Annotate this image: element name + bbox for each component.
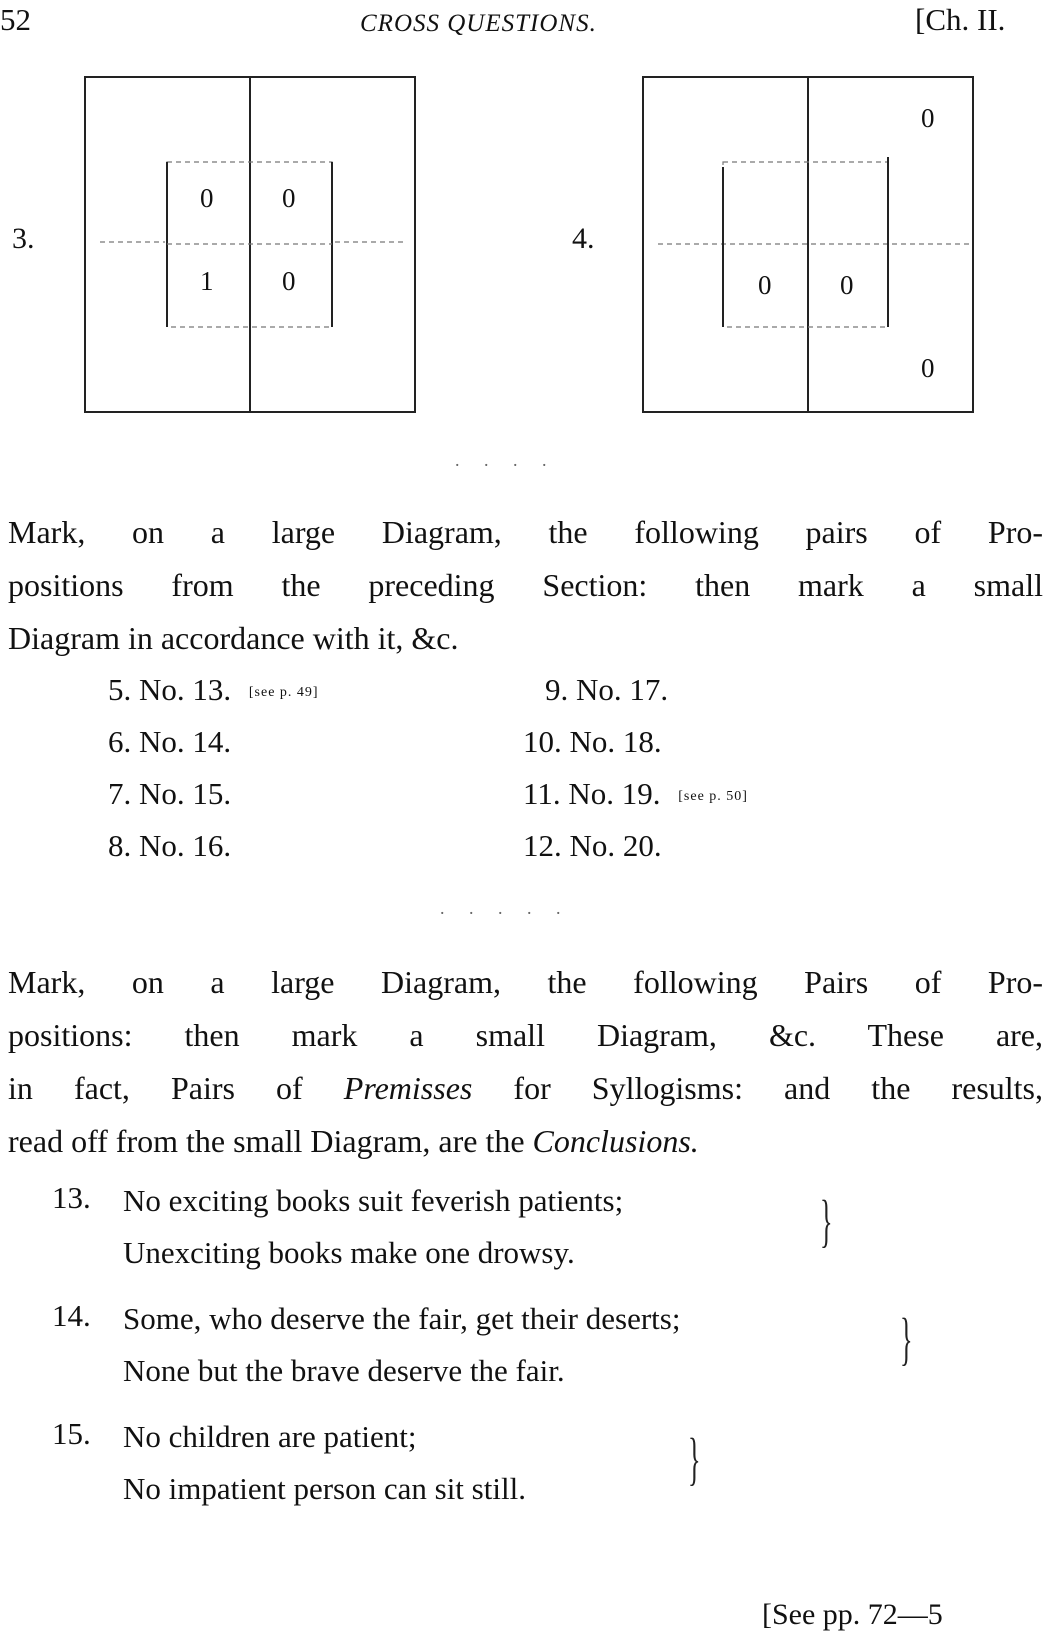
list-item [545, 664, 668, 716]
item-text: No. 19. [568, 776, 661, 811]
para-2-line-3 [8, 1062, 1043, 1115]
exercise-number: 15. [52, 1416, 91, 1451]
chapter-marker: [Ch. II. [915, 2, 1006, 37]
item-text: No. 15. [139, 776, 232, 811]
exercise-number: 14. [52, 1298, 91, 1333]
page-reference: [see p. 49] [248, 684, 319, 700]
list-item [108, 768, 231, 820]
item-number: 11. [523, 776, 561, 811]
diagram-3-cell-4: 0 [282, 266, 296, 296]
list-item [523, 716, 662, 768]
para-2-text: read off from the small Diagram, are the [8, 1123, 533, 1159]
brace-icon: } [900, 1306, 913, 1371]
instruction-paragraph-1 [8, 506, 1043, 665]
diagram-3 [85, 72, 420, 417]
page-number: 52 [0, 2, 31, 37]
diagram-3-cell-2: 0 [282, 183, 296, 213]
item-number: 10. [523, 724, 562, 759]
conclusions-term: Conclusions. [532, 1123, 699, 1159]
item-number: 7. [108, 776, 132, 811]
item-text: No. 20. [569, 828, 662, 863]
item-text: No. 13. [139, 672, 232, 707]
premisses-term: Premisses [343, 1070, 473, 1106]
para-2-line-2: positions: then mark a small Diagram, &c. These are, [8, 1017, 1043, 1053]
exercise-premise: No impatient person can sit still. [123, 1471, 526, 1506]
item-number: 12. [523, 828, 562, 863]
diagram-3-cell-1: 0 [200, 183, 214, 213]
list-item [108, 664, 319, 719]
exercise-premise: No children are patient; [123, 1419, 417, 1454]
diagram-4-cell-1: 0 [921, 103, 935, 133]
para-1-line-3: Diagram in accordance with it, &c. [8, 620, 459, 656]
footer-reference: [See pp. 72—5 [762, 1598, 943, 1631]
para-2-text: in fact, Pairs of [8, 1070, 344, 1106]
item-text: No. 14. [139, 724, 232, 759]
item-text: No. 17. [576, 672, 669, 707]
instruction-paragraph-2 [8, 956, 1043, 1168]
para-2-line-4 [8, 1115, 1043, 1168]
brace-icon: } [820, 1188, 833, 1253]
diagram-3-label: 3. [12, 222, 35, 255]
exercise-premise: Unexciting books make one drowsy. [123, 1235, 575, 1270]
item-number: 9. [545, 672, 569, 707]
diagram-4-label: 4. [572, 222, 595, 255]
list-item [523, 768, 748, 823]
diagram-4-cell-2: 0 [758, 270, 772, 300]
exercise-premise: None but the brave deserve the fair. [123, 1353, 565, 1388]
para-2-line-1: Mark, on a large Diagram, the following Pairs of Pro- [8, 964, 1043, 1000]
para-1-line-2: positions from the preceding Section: then mark a small [8, 567, 1043, 603]
para-2-text: for Syllogisms: and the results, [472, 1070, 1044, 1106]
item-text: No. 18. [569, 724, 662, 759]
list-item [108, 820, 231, 872]
running-title: CROSS QUESTIONS. [360, 10, 597, 37]
list-item [523, 820, 662, 872]
item-text: No. 16. [139, 828, 232, 863]
list-item [108, 716, 231, 768]
exercise-premise: No exciting books suit feverish patients; [123, 1183, 624, 1218]
diagram-4 [643, 72, 983, 417]
page-reference: [see p. 50] [678, 788, 748, 804]
diagram-4-cell-3: 0 [840, 270, 854, 300]
item-number: 6. [108, 724, 132, 759]
item-number: 5. [108, 672, 132, 707]
brace-icon: } [688, 1426, 701, 1491]
para-1-line-1: Mark, on a large Diagram, the following pairs of Pro- [8, 514, 1043, 550]
diagram-3-cell-3: 1 [200, 266, 214, 296]
separator-dots: . . . . [455, 450, 557, 470]
exercise-premise: Some, who deserve the fair, get their deserts; [123, 1301, 681, 1336]
diagram-4-cell-4: 0 [921, 353, 935, 383]
separator-dots: . . . . . [440, 898, 571, 918]
exercise-number: 13. [52, 1180, 91, 1215]
item-number: 8. [108, 828, 132, 863]
